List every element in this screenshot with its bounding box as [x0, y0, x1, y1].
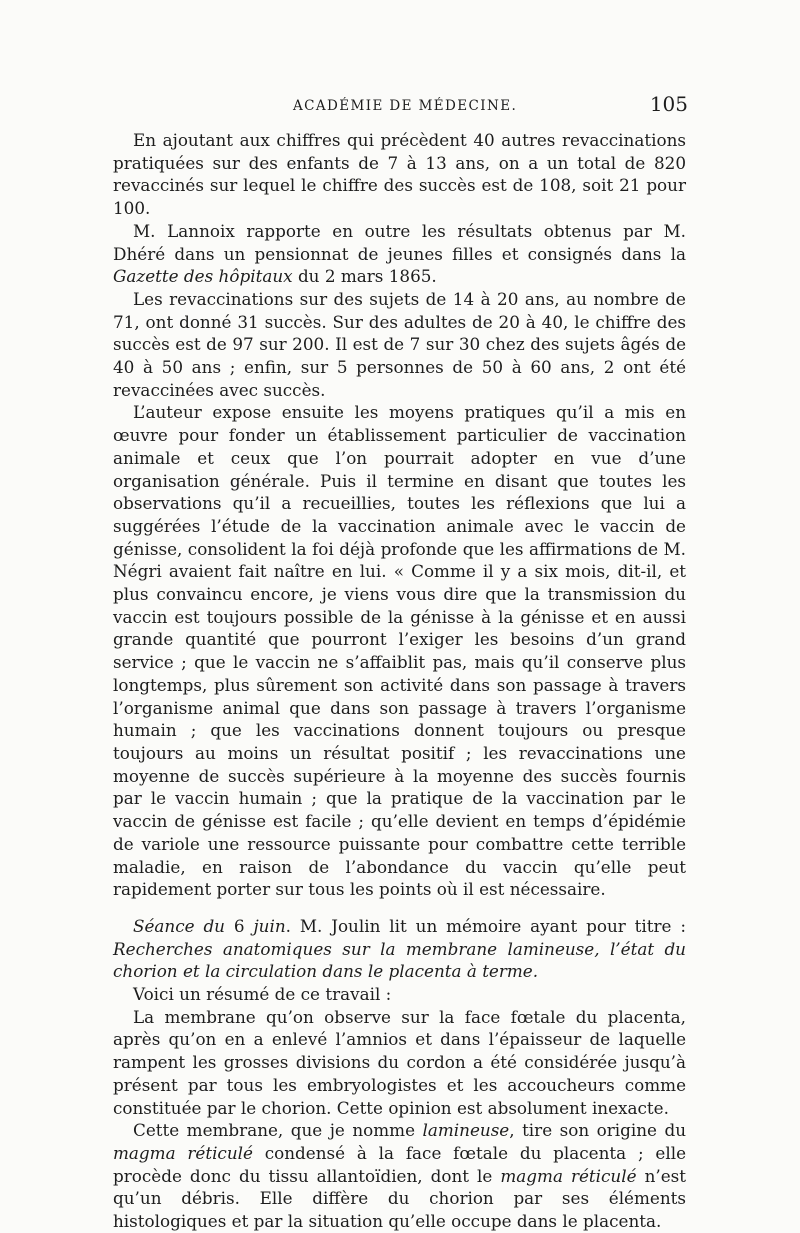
text-run: M. Lannoix rapporte en outre les résultats obtenus par M. Dhéré dans un pensionnat de jeunes filles et consignés dans la [113, 220, 686, 264]
paragraph [113, 983, 686, 1006]
italic-text: juin [253, 915, 286, 936]
paragraph [113, 1119, 686, 1233]
text-run: , tire son origine du [509, 1120, 686, 1141]
italic-text: Gazette des hôpitaux [113, 266, 293, 287]
italic-text: lamineuse [422, 1120, 510, 1141]
paragraph [113, 401, 686, 900]
text-run: Voici un résumé de ce travail : [133, 984, 392, 1005]
section-gap [113, 901, 686, 915]
text-run: condensé à la face fœtale du placenta ; elle procède donc du tissu allantoïdien, dont le [113, 1142, 687, 1186]
body-text [113, 129, 686, 1233]
text-run: . M. Joulin lit un mémoire ayant pour titre : [285, 915, 686, 936]
page-header [118, 92, 688, 120]
text-run: En ajoutant aux chiffres qui précèdent 40 autres revaccinations pratiquées sur des enfants de 7 à 13 ans, on a un total de 820 revaccinés sur lequel le chiffre des succès est de 108, soit 21 pour 100. [113, 130, 686, 219]
text-run: 6 [225, 915, 254, 936]
italic-text: Recherches anatomiques sur la membrane lamineuse, l’état du chorion et la circulation dans le placenta à terme. [113, 938, 686, 982]
italic-text: Séance du [133, 915, 225, 936]
paragraph [113, 220, 686, 288]
paragraph [113, 1006, 686, 1120]
italic-text: magma réticulé [500, 1165, 637, 1186]
text-run: n’est qu’un débris. Elle diffère du chorion par ses éléments histologiques et par la situation qu’elle occupe dans le placenta. [113, 1165, 686, 1232]
text-run: Cette membrane, que je nomme [133, 1120, 423, 1141]
paragraph [113, 129, 686, 220]
text-run: L’auteur expose ensuite les moyens pratiques qu’il a mis en œuvre pour fonder un établissement particulier de vaccination animale et ceux que l’on pourrait adopter en vue d’une organisation générale. Puis il termine en disant que toutes les observations qu’il a recueillies, toutes les réflexions que lui a suggérées l’étude de la vaccination animale avec le vaccin de génisse, consolident la foi déjà profonde que les affirmations de M. Négri avaient fait naître en lui. « Comme il y a six mois, dit-il, et plus convaincu encore, je viens vous dire que la transmission du vaccin est toujours possible de la génisse à la génisse et en aussi grande quantité que pourront l’exiger les besoins d’un grand service ; que le vaccin ne s’affaiblit pas, mais qu’il conserve plus longtemps, plus sûrement son activité dans son passage à travers l’organisme animal que dans son passage à travers l’organisme humain ; que les vaccinations donnent toujours ou presque toujours au moins un résultat positif ; les revaccinations une moyenne de succès supérieure à la moyenne des succès fournis par le vaccin humain ; que la pratique de la vaccination par le vaccin de génisse est facile ; qu’elle devient en temps d’épidémie de variole une ressource puissante pour combattre cette terrible maladie, en raison de l’abondance du vaccin qu’elle peut rapidement porter sur tous les points où il est nécessaire. [113, 402, 686, 900]
paragraph [113, 915, 686, 983]
running-head: ACADÉMIE DE MÉDECINE. [293, 98, 518, 114]
text-run: La membrane qu’on observe sur la face fœtale du placenta, après qu’on en a enlevé l’amnios et dans l’épaisseur de laquelle rampent les grosses divisions du cordon a été considérée jusqu’à présent par tous les embryologistes et les accoucheurs comme constituée par le chorion. Cette opinion est absolument inexacte. [113, 1006, 686, 1118]
text-run: Les revaccinations sur des sujets de 14 à 20 ans, au nombre de 71, ont donné 31 succès. Sur des adultes de 20 à 40, le chiffre des succès est de 97 sur 200. Il est de 7 sur 30 chez des sujets âgés de 40 à 50 ans ; enfin, sur 5 personnes de 50 à 60 ans, 2 ont été revaccinées avec succès. [113, 288, 686, 400]
italic-text: magma réticulé [113, 1142, 253, 1163]
paragraph [113, 288, 686, 402]
text-run: du 2 mars 1865. [292, 266, 437, 287]
page-number: 105 [649, 92, 688, 116]
